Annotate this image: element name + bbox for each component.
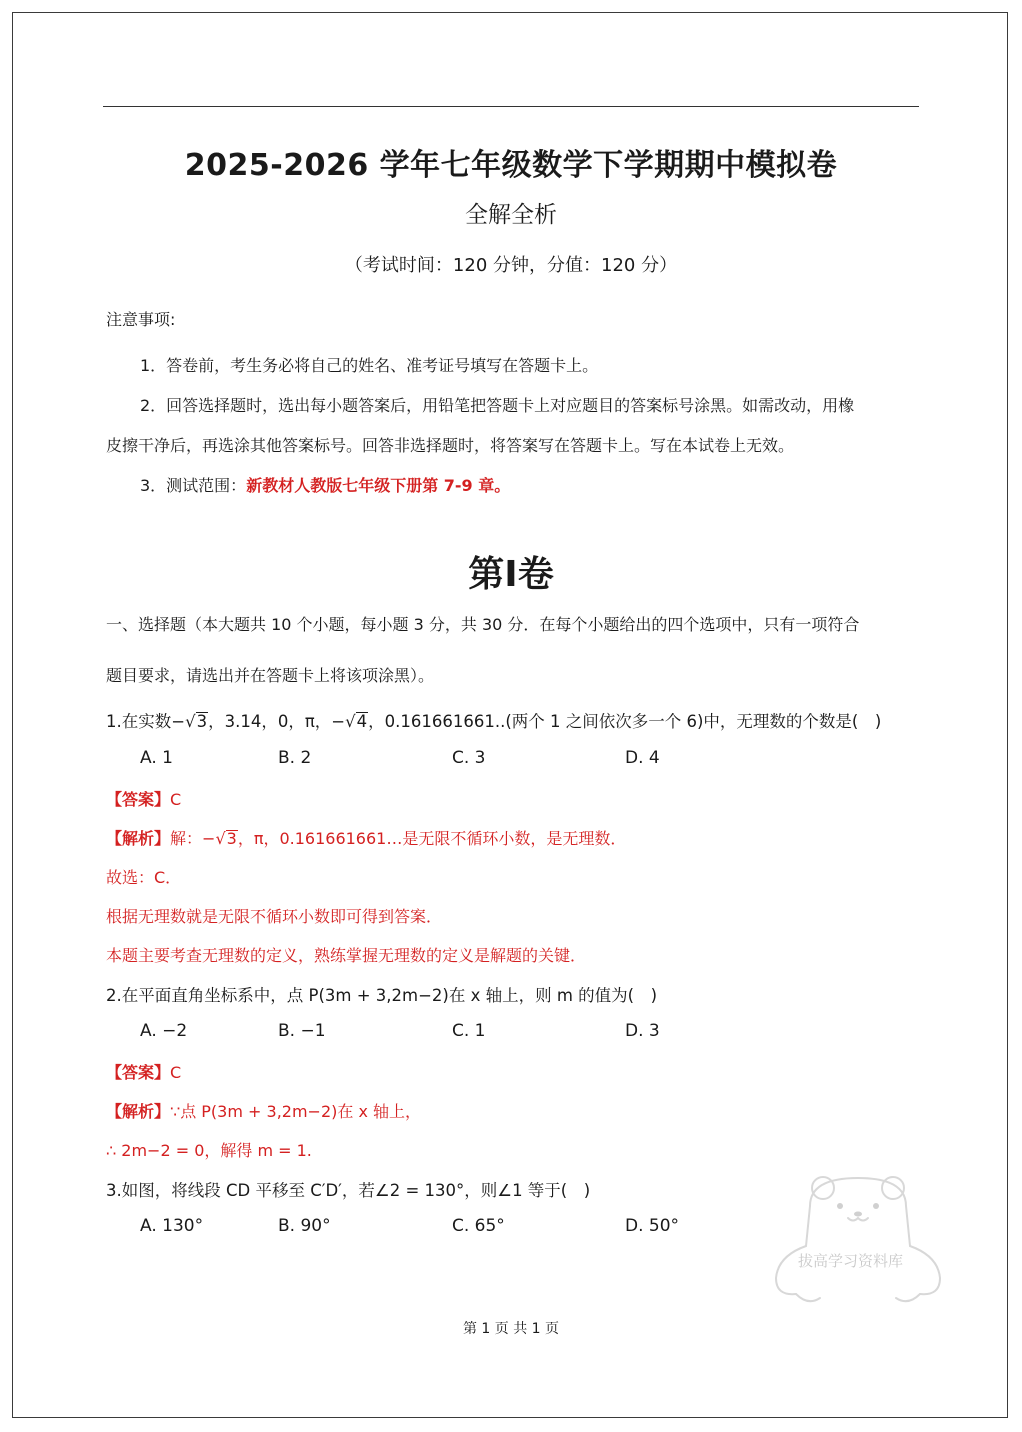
notice-item-3 [140,473,510,496]
q2-option-d: D. 3 [625,1021,660,1041]
q1-option-a: A. 1 [140,748,173,768]
notice-item-3-scope: 新教材人教版七年级下册第 7-9 章。 [246,476,511,495]
part1-instructions-line2: 题目要求，请选出并在答题卡上将该项涂黑）。 [106,666,435,685]
exam-title: 2025-2026 学年七年级数学下学期期中模拟卷 [184,148,838,183]
q2-analysis [106,1099,421,1122]
q3-stem: 3.如图，将线段 CD 平移至 C′D′，若∠2 = 130°，则∠1 等于( ) [106,1181,591,1200]
q2-stem: 2.在平面直角坐标系中，点 P(3m + 3,2m−2)在 x 轴上，则 m 的值为( ) [106,986,658,1005]
q1-option-c: C. 3 [452,748,486,768]
q1-choose: 故选：C． [106,868,182,887]
q3-option-d: D. 50° [625,1216,680,1236]
q1-analysis-label: 【解析】 [106,829,171,848]
q1-analysis-sqrt3: 3 [226,829,237,848]
notice-item-2-line1: 2．回答选择题时，选出每小题答案后，用铅笔把答题卡上对应题目的答案标号涂黑。如需改动，用橡 [140,396,855,415]
page-footer: 第 1 页 共 1 页 [462,1321,560,1337]
q2-option-a: A. −2 [140,1021,188,1041]
q1-sqrt3: 3 [196,712,208,731]
q2-answer-value: C [170,1063,182,1082]
part1-instructions-line1: 一、选择题（本大题共 10 个小题，每小题 3 分，共 30 分．在每个小题给出的四个选项中，只有一项符合 [106,615,860,634]
q2-answer-label: 【答案】 [106,1063,171,1082]
watermark-text: 拔高学习资料库 [798,1252,904,1270]
notice-heading: 注意事项: [106,310,176,329]
q1-stem-b: ，3.14，0，π， [208,712,332,731]
bear-watermark-icon [768,1166,948,1316]
q1-answer-label: 【答案】 [106,790,171,809]
q1-note-1: 根据无理数就是无限不循环小数即可得到答案． [106,907,443,926]
q1-note-2: 本题主要考查无理数的定义，熟练掌握无理数的定义是解题的关键． [106,946,587,965]
q1-analysis-a: 解： [170,829,203,848]
notice-item-2-line2: 皮擦干净后，再选涂其他答案标号。回答非选择题时，将答案写在答题卡上。写在本试卷上无效。 [106,436,795,455]
q1-analysis-b: ，π，0.161661661…是无限不循环小数，是无理数． [237,829,627,848]
q2-analysis-text: ∵点 P(3m + 3,2m−2)在 x 轴上， [170,1102,422,1121]
q1-answer [106,787,181,810]
q3-option-a: A. 130° [140,1216,204,1236]
q1-analysis: 【解析】解：−√3，π，0.161661661…是无限不循环小数，是无理数． [106,829,627,848]
exam-info: （考试时间：120 分钟，分值：120 分） [344,255,678,276]
section-title: 第Ⅰ卷 [468,554,554,595]
q1-option-b: B. 2 [278,748,312,768]
q3-option-c: C. 65° [452,1216,505,1236]
q2-option-c: C. 1 [452,1021,486,1041]
q2-analysis-label: 【解析】 [106,1102,171,1121]
notice-item-3-prefix: 3．测试范围： [140,476,247,495]
q1-sqrt4: 4 [356,712,368,731]
q2-result: ∴ 2m−2 = 0，解得 m = 1. [106,1141,312,1160]
q1-stem-a: 1.在实数 [106,712,172,731]
exam-subtitle: 全解全析 [465,202,557,228]
header-rule [103,106,919,107]
watermark [768,1166,948,1316]
q1-stem: 1.在实数−√3，3.14，0，π，−√4，0.161661661..(两个 1 之间依次多一个 6)中，无理数的个数是( ) [106,712,882,731]
q1-option-d: D. 4 [625,748,660,768]
q1-answer-value: C [170,790,182,809]
q2-answer [106,1060,181,1083]
q3-option-b: B. 90° [278,1216,331,1236]
q1-stem-c: ，0.161661661..(两个 1 之间依次多一个 6)中，无理数的个数是( ) [368,712,882,731]
q2-option-b: B. −1 [278,1021,326,1041]
notice-item-1: 1．答卷前，考生务必将自己的姓名、准考证号填写在答题卡上。 [140,356,599,375]
